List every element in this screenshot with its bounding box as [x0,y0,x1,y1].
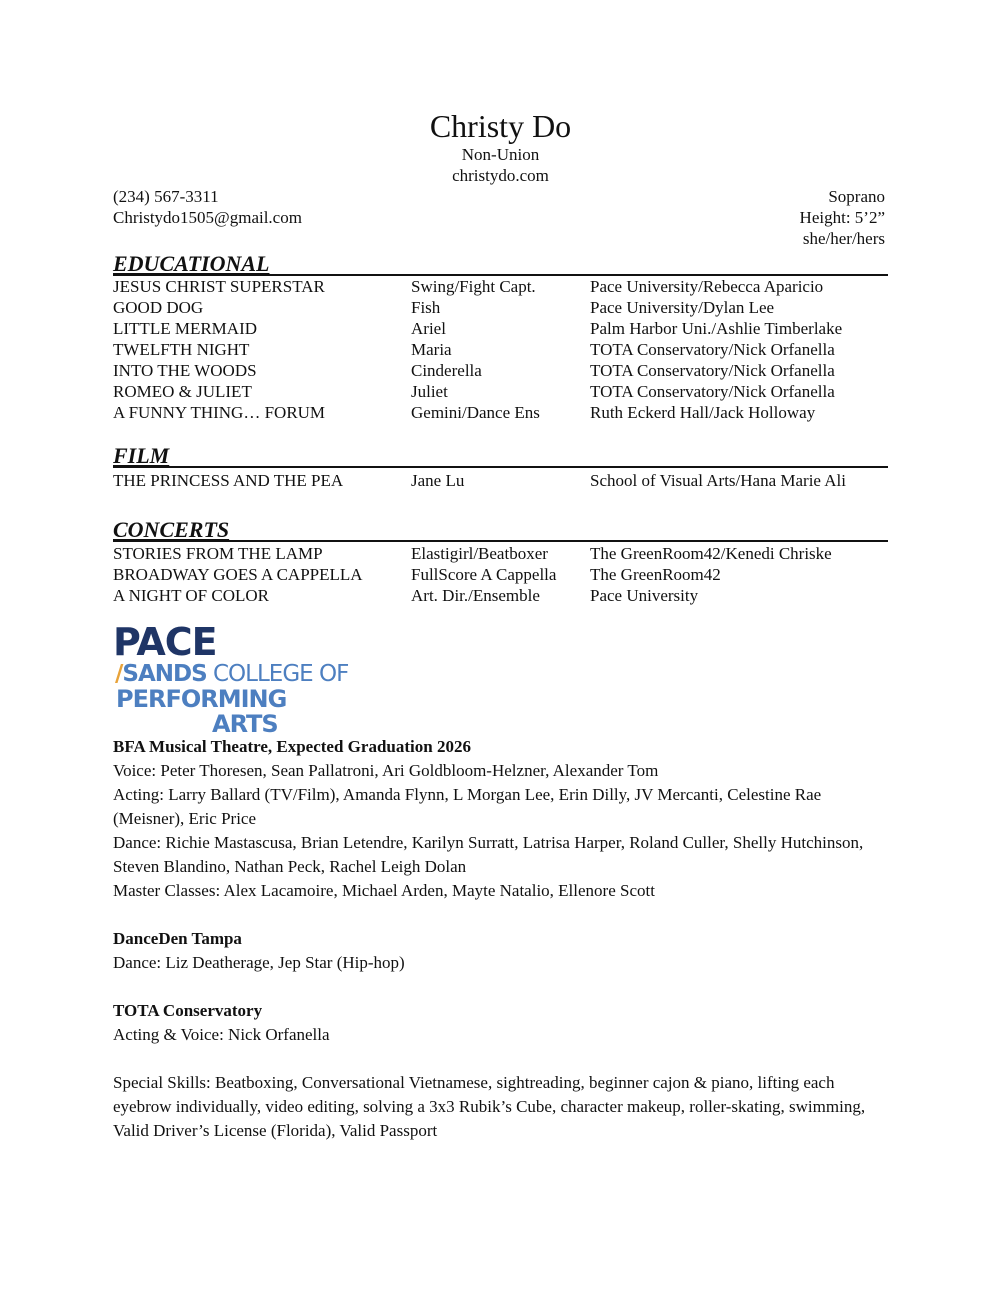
credit-show: LITTLE MERMAID [113,319,258,338]
pronouns: she/her/hers [802,229,885,248]
credit-role: Cinderella [411,361,482,380]
credit-show: GOOD DOG [113,298,204,317]
credit-role: FullScore A Cappella [411,565,557,584]
section-heading-educational: EDUCATIONAL [113,252,888,276]
tota-title: TOTA Conservatory [113,1001,263,1020]
credit-role: Ariel [411,319,446,338]
credit-venue: The GreenRoom42/Kenedi Chriske [590,544,832,563]
logo-pace-text: PACE [113,620,217,664]
email-address[interactable]: Christydo1505@gmail.com [113,208,302,227]
pace-master-classes: Master Classes: Alex Lacamoire, Michael Arden, Mayte Natalio, Ellenore Scott [113,881,655,900]
credit-show: A NIGHT OF COLOR [113,586,270,605]
danceden-title: DanceDen Tampa [113,929,242,948]
credit-show: INTO THE WOODS [113,361,257,380]
section-heading-film: FILM [113,444,888,468]
credit-show: STORIES FROM THE LAMP [113,544,323,563]
credit-show: A FUNNY THING… FORUM [113,403,326,422]
credit-row [113,297,888,318]
credit-role: Maria [411,340,452,359]
credit-venue: School of Visual Arts/Hana Marie Ali [590,471,846,490]
logo-sands-line [115,661,348,687]
credit-role: Juliet [411,382,448,401]
credit-show: ROMEO & JULIET [113,382,252,401]
tota-detail: Acting & Voice: Nick Orfanella [113,1025,330,1044]
voice-type: Soprano [828,187,885,206]
credit-venue: TOTA Conservatory/Nick Orfanella [590,361,835,380]
credits-table-film [113,470,888,491]
credit-row [113,360,888,381]
training-pace [113,735,888,903]
danceden-detail: Dance: Liz Deatherage, Jep Star (Hip-hop) [113,953,405,972]
credit-show: TWELFTH NIGHT [113,340,250,359]
credits-table-educational [113,276,888,423]
credit-row [113,318,888,339]
credit-venue: Pace University/Rebecca Aparicio [590,277,824,296]
credit-row [113,381,888,402]
pace-dance-teachers: Dance: Richie Mastascusa, Brian Letendre, Karilyn Surratt, Latrisa Harper, Roland Culler, Shelly Hutchinson, Steven Blandino, Nathan Peck, Rachel Leigh Dolan [113,833,864,876]
credit-show: BROADWAY GOES A CAPPELLA [113,565,363,584]
credit-role: Gemini/Dance Ens [411,403,540,422]
actor-name: Christy Do [429,108,572,144]
credit-venue: Ruth Eckerd Hall/Jack Holloway [590,403,816,422]
union-status: Non-Union [461,145,540,164]
logo-sands-bold: SANDS [122,661,207,687]
credit-role: Swing/Fight Capt. [411,277,536,296]
credit-venue: The GreenRoom42 [590,565,721,584]
section-heading-concerts: CONCERTS [113,518,888,542]
credit-venue: TOTA Conservatory/Nick Orfanella [590,382,835,401]
credit-role: Jane Lu [411,471,465,490]
credit-venue: Palm Harbor Uni./Ashlie Timberlake [590,319,843,338]
pace-acting-teachers: Acting: Larry Ballard (TV/Film), Amanda Flynn, L Morgan Lee, Erin Dilly, JV Mercanti, Celestine Rae (Meisner), Eric Price [113,785,822,828]
pace-sands-logo [113,620,349,738]
credit-venue: TOTA Conservatory/Nick Orfanella [590,340,835,359]
credit-venue: Pace University/Dylan Lee [590,298,775,317]
credit-row [113,339,888,360]
credit-row [113,470,888,491]
credit-show: THE PRINCESS AND THE PEA [113,471,344,490]
credit-show: JESUS CHRIST SUPERSTAR [113,277,325,296]
logo-college-of: COLLEGE OF [206,661,349,687]
credit-row [113,276,888,297]
credit-row [113,543,888,564]
pace-voice-teachers: Voice: Peter Thoresen, Sean Pallatroni, Ari Goldbloom-Helzner, Alexander Tom [113,761,659,780]
credit-venue: Pace University [590,586,699,605]
training-danceden [113,927,888,975]
credit-role: Elastigirl/Beatboxer [411,544,548,563]
special-skills: Special Skills: Beatboxing, Conversational Vietnamese, sightreading, beginner cajon & piano, lifting each eyebrow individually, video editing, solving a 3x3 Rubik’s Cube, character makeup, roller-skating, swimming, Valid Driver’s License (Florida), Valid Passport [113,1073,866,1140]
credit-row [113,564,888,585]
website-link[interactable]: christydo.com [452,166,549,185]
credit-role: Art. Dir./Ensemble [411,586,540,605]
pace-degree: BFA Musical Theatre, Expected Graduation 2026 [113,737,471,756]
phone-number: (234) 567-3311 [113,187,219,206]
credit-row [113,585,888,606]
logo-arts: ARTS [212,710,278,738]
logo-slash: / [115,661,123,687]
credits-table-concerts [113,543,888,606]
height: Height: 5’2” [799,208,885,227]
credit-row [113,402,888,423]
training-tota [113,999,888,1047]
vitals [800,186,885,249]
logo-performing: PERFORMING [116,685,287,713]
credit-role: Fish [411,298,441,317]
contact-info [113,186,302,228]
